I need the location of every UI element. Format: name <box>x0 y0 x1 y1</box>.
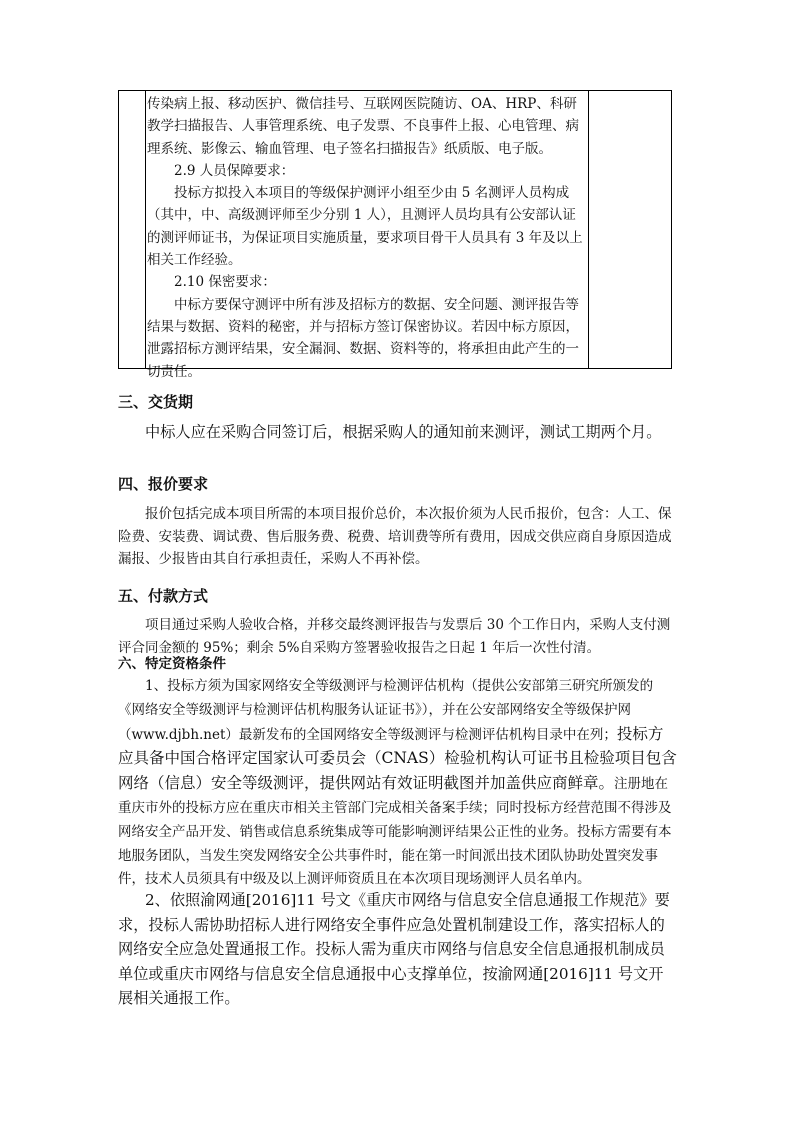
section-2-9-body: 投标方拟投入本项目的等级保护测评小组至少由 5 名测评人员构成（其中，中、高级测评师至少分别 1 人），且测评人员均具有公安部认证的测评师证书，为保证项目实施质量，要求项目骨干人员具有 3 年及以上相关工作经验。 <box>147 185 583 269</box>
systems-list-text: 传染病上报、移动医护、微信挂号、互联网医院随访、OA、HRP、科研教学扫描报告、人事管理系统、电子发票、不良事件上报、心电管理、病理系统、影像云、输血管理、电子签名扫描报告》纸质版、电子版。 <box>147 96 579 157</box>
qualification-1-part-c: 注册地在重庆市外的投标方应在重庆市相关主管部门完成相关备案手续；同时投标方经营范围不得涉及网络安全产品开发、销售或信息系统集成等可能影响测评结果公正性的业务。投标方需要有本地服务团队，当发生突发网络安全公共事件时，能在第一时间派出技术团队协助处置突发事件，技术人员须具有中级及以上测评师资质且在本次项目现场测评人员名单内。 <box>118 776 672 888</box>
section-3-heading: 三、交货期 <box>118 393 194 411</box>
section-3-body: 中标人应在采购合同签订后，根据采购人的通知前来测评，测试工期两个月。 <box>145 423 662 441</box>
section-4-body: 报价包括完成本项目所需的本项目报价总价，本次报价须为人民币报价，包含：人工、保险费、安装费、调试费、售后服务费、税费、培训费等所有费用，因成交供应商自身原因造成漏报、少报皆由其自行承担责任，采购人不再补偿。 <box>118 506 672 567</box>
qualification-1-part-b: 投标方应具备中国合格评定国家认可委员会（CNAS）检验机构认可证书且检验项目包含网络（信息）安全等级测评，提供网站有效证明截图并加盖供应商鲜章。 <box>118 724 677 793</box>
section-6-paragraph-2: 2、依照渝网通[2016]11 号文《重庆市网络与信息安全信息通报工作规范》要求，投标人需协助招标人进行网络安全事件应急处置机制建设工作，落实招标人的网络安全应急处置通报工作。投标人需为重庆市网络与信息安全信息通报机制成员单位或重庆市网络与信息安全信息通报中心支撑单位，按渝网通[2016]11 号文开展相关通报工作。 <box>118 891 670 1007</box>
section-2-10-body: 中标方要保守测评中所有涉及招标方的数据、安全问题、测评报告等结果与数据、资料的秘密，并与招标方签订保密协议。若因中标方原因，泄露招标方测评结果，安全漏洞、数据、资料等的，将承担由此产生的一切责任。 <box>147 296 579 380</box>
table-content-cell <box>147 93 588 383</box>
section-6-paragraph-1 <box>118 675 678 892</box>
table-column-divider <box>145 91 146 368</box>
requirements-table <box>118 90 672 380</box>
section-5-heading: 五、付款方式 <box>118 587 209 605</box>
qualification-1-part-a: 1、投标方须为国家网络安全等级测评与检测评估机构（提供公安部第三研究所颁发的《网络安全等级测评与检测评估机构服务认证证书》），并在公安部网络安全等级保护网（www.djbh.net）最新发布的全国网络安全等级测评与检测评估机构目录中在列； <box>118 678 654 743</box>
table-column-divider <box>588 91 589 368</box>
section-2-10-title: 2.10 保密要求： <box>174 274 276 291</box>
section-2-9-title: 2.9 人员保障要求： <box>174 162 295 179</box>
section-4-heading: 四、报价要求 <box>118 475 209 493</box>
section-5-body: 项目通过采购人验收合格，并移交最终测评报告与发票后 30 个工作日内，采购人支付测评合同金额的 95%；剩余 5%自采购方签署验收报告之日起 1 年后一次性付清。 <box>118 617 671 656</box>
section-6-heading: 六、特定资格条件 <box>118 656 226 672</box>
